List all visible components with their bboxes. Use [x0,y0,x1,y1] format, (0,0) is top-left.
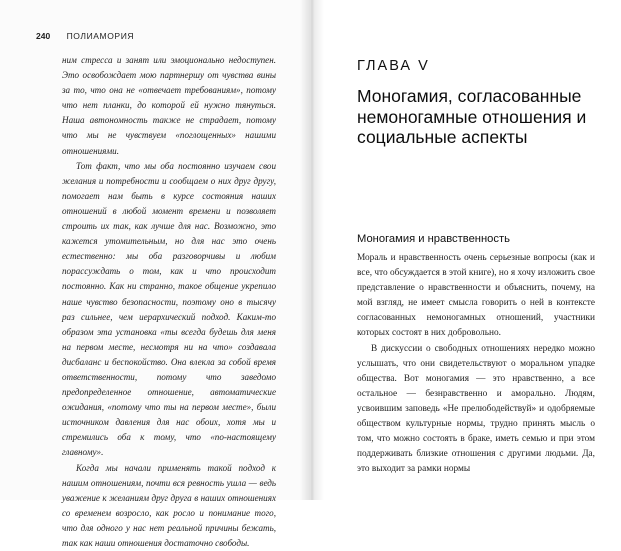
paragraph: ним стресса и занят или эмоционально недоступен. Это освобождает мою партнершу от чувства вины за то, что она не «отвечает требованиям», потому что нет планки, до которой ей нужно тянуться. Наша автономность также не страдает, потому что мы не чувствуем «поглощенных» нашими отношениями. [62,55,276,156]
paragraph: В дискуссии о свободных отношениях нередко можно услышать, что они свидетельствуют о моральном упадке общества. Вот моногамия — это нравственно, а все остальное — безнравственно и аморально. Людям, усвоившим заповедь «Не прелюбодействуй» и одобряемые обществом культурные нормы, трудно принять мысль о том, что можно состоять в браке, иметь семью и при этом поддерживать близкие отношения с другими людьми. Да, это выходит за рамки нормы [357,343,595,475]
left-page [0,0,310,548]
running-title: ПОЛИАМОРИЯ [66,31,135,41]
right-page [312,0,621,500]
chapter-title: Моногамия, согласованные немоногамные отношения и социальные аспекты [357,86,587,147]
section-heading: Моногамия и нравственность [357,233,510,245]
running-header [36,31,134,41]
chapter-label: ГЛАВА V [357,58,430,74]
paragraph: Когда мы начали применять такой подход к нашим отношениям, почти вся ревность ушла — ведь уважение к желаниям друг друга в наших отношениях со временем возросло, как росло и понимание того, что для одного у нас нет реальной причины бежать, так как наши отношения достаточно свободы. [62,462,276,548]
page-number: 240 [36,31,51,41]
left-body-text [62,53,276,551]
paragraph: Мораль и нравственность очень серьезные вопросы (как и все, что обсуждается в этой книге), но я хочу изложить свое представление о нравственности и объяснить, почему, на мой взгляд, не имеет смысла говорить о ней в контексте согласованных немоногамных отношений, участники которых состоят в них добровольно. [357,253,595,339]
paragraph: Тот факт, что мы оба постоянно изучаем свои желания и потребности и сообщаем о них друг другу, помогает нам быть в курсе состояния наших отношений в любой момент времени и позволяет строить их так, как лучше для нас. Возможно, это кажется утомительным, но для нас это очень естественно: мы оба разговорчивы и любим порассуждать о том, как и что происходит постоянно. Как ни странно, такое общение укрепило наше чувство безопасности, поэтому оно в тысячу раз сильнее, чем иерархический подход. Каким-то образом эта установка «ты всегда будешь для меня на первом месте, несмотря ни на что» создавала дисбаланс и беспокойство. Она влекла за собой время ответственности, потому что заведомо предопределенное отношение, автоматические ожидания, «потому что ты на первом месте», были источником давления для нас обоих, хотя мы и стремились оба к тому, что «по-настоящему главному». [62,160,276,458]
right-body-text [357,251,595,477]
